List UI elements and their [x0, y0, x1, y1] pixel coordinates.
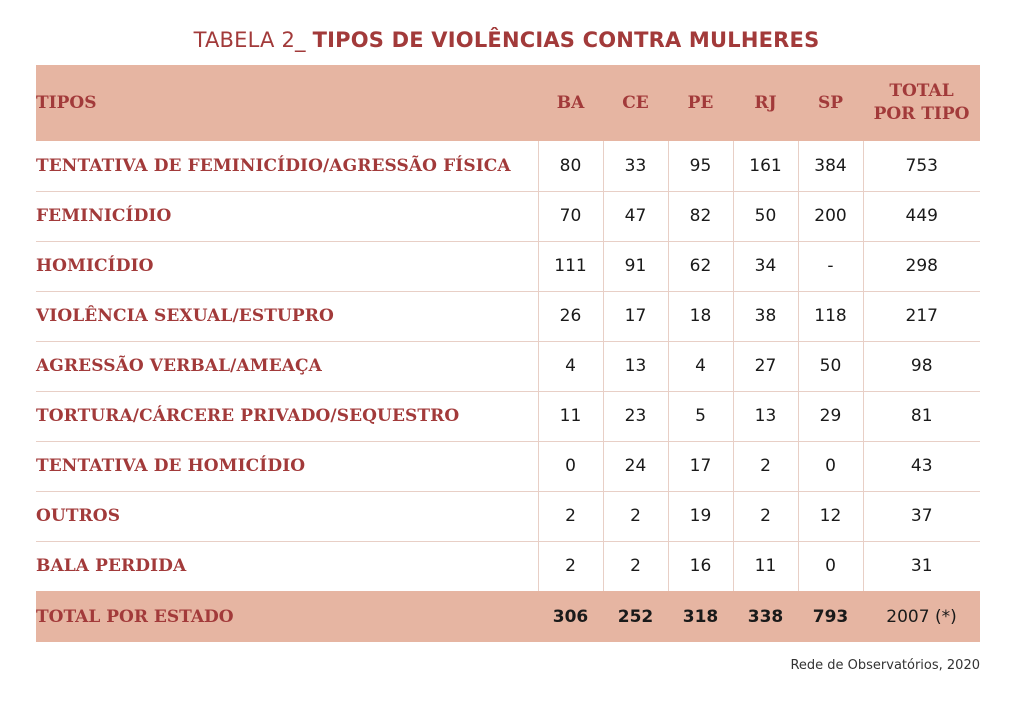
header-total-line2: POR TIPO	[873, 104, 970, 124]
row-state-value: 0	[798, 441, 863, 491]
header-state: SP	[817, 92, 844, 113]
header-state: CE	[622, 92, 649, 113]
row-state-value: -	[798, 241, 863, 291]
row-state-value: 13	[603, 341, 668, 391]
row-state-value: 4	[538, 341, 603, 391]
table-row	[36, 391, 980, 441]
row-state-value: 70	[538, 191, 603, 241]
row-state-value: 13	[733, 391, 798, 441]
row-state-value: 384	[798, 141, 863, 191]
row-type-label: AGRESSÃO VERBAL/AMEAÇA	[36, 341, 538, 391]
row-state-value: 82	[668, 191, 733, 241]
row-state-value: 2	[603, 491, 668, 541]
row-state-value: 27	[733, 341, 798, 391]
row-state-value: 24	[603, 441, 668, 491]
header-types: TIPOS	[36, 92, 97, 113]
row-total-value: 298	[863, 241, 980, 291]
header-total-per-type	[863, 65, 980, 141]
row-type-label: TENTATIVA DE HOMICÍDIO	[36, 441, 538, 491]
row-state-value: 23	[603, 391, 668, 441]
row-state-value: 95	[668, 141, 733, 191]
row-total-value: 217	[863, 291, 980, 341]
row-state-value: 2	[538, 541, 603, 591]
table-row	[36, 541, 980, 591]
table-title-main: TIPOS DE VIOLÊNCIAS CONTRA MULHERES	[312, 28, 820, 52]
row-total-value: 81	[863, 391, 980, 441]
table-row	[36, 441, 980, 491]
row-state-value: 0	[798, 541, 863, 591]
row-state-value: 19	[668, 491, 733, 541]
footer-state-total: 252	[617, 606, 654, 627]
row-state-value: 2	[733, 491, 798, 541]
footer-label: TOTAL POR ESTADO	[36, 606, 234, 627]
footer-grand-total: 2007 (*)	[886, 606, 957, 627]
footer-state-total: 318	[682, 606, 719, 627]
row-total-value: 31	[863, 541, 980, 591]
row-total-value: 43	[863, 441, 980, 491]
source-note: Rede de Observatórios, 2020	[790, 658, 980, 673]
row-state-value: 91	[603, 241, 668, 291]
row-type-label: FEMINICÍDIO	[36, 191, 538, 241]
header-row	[36, 65, 980, 141]
table-row	[36, 341, 980, 391]
row-state-value: 26	[538, 291, 603, 341]
row-type-label: OUTROS	[36, 491, 538, 541]
table-row	[36, 241, 980, 291]
row-state-value: 118	[798, 291, 863, 341]
row-state-value: 47	[603, 191, 668, 241]
row-type-label: HOMICÍDIO	[36, 241, 538, 291]
row-state-value: 2	[603, 541, 668, 591]
row-state-value: 34	[733, 241, 798, 291]
row-state-value: 2	[733, 441, 798, 491]
table-title	[0, 28, 1013, 52]
row-state-value: 33	[603, 141, 668, 191]
row-state-value: 50	[798, 341, 863, 391]
row-state-value: 11	[733, 541, 798, 591]
row-state-value: 111	[538, 241, 603, 291]
row-state-value: 38	[733, 291, 798, 341]
row-type-label: TENTATIVA DE FEMINICÍDIO/AGRESSÃO FÍSICA	[36, 141, 538, 191]
row-state-value: 29	[798, 391, 863, 441]
row-total-value: 449	[863, 191, 980, 241]
row-state-value: 16	[668, 541, 733, 591]
row-total-value: 753	[863, 141, 980, 191]
row-type-label: VIOLÊNCIA SEXUAL/ESTUPRO	[36, 291, 538, 341]
table-row	[36, 491, 980, 541]
table-title-prefix: TABELA 2_	[193, 28, 306, 52]
footer-row	[36, 591, 980, 642]
row-state-value: 4	[668, 341, 733, 391]
footer-state-total: 793	[812, 606, 849, 627]
row-type-label: BALA PERDIDA	[36, 556, 187, 577]
header-state: RJ	[754, 92, 777, 113]
row-state-value: 5	[668, 391, 733, 441]
row-total-value: 37	[863, 491, 980, 541]
row-state-value: 200	[798, 191, 863, 241]
row-state-value: 0	[538, 441, 603, 491]
row-state-value: 62	[668, 241, 733, 291]
row-state-value: 18	[668, 291, 733, 341]
row-type-label: TORTURA/CÁRCERE PRIVADO/SEQUESTRO	[36, 391, 538, 441]
row-state-value: 11	[538, 391, 603, 441]
row-total-value: 98	[863, 341, 980, 391]
row-state-value: 17	[668, 441, 733, 491]
table-row	[36, 291, 980, 341]
footer-state-total: 306	[552, 606, 589, 627]
footer-state-total: 338	[747, 606, 784, 627]
row-state-value: 161	[733, 141, 798, 191]
header-state: BA	[556, 92, 585, 113]
table-body	[36, 141, 980, 591]
row-state-value: 80	[538, 141, 603, 191]
row-state-value: 50	[733, 191, 798, 241]
row-state-value: 17	[603, 291, 668, 341]
table-row	[36, 191, 980, 241]
row-state-value: 2	[538, 491, 603, 541]
row-state-value: 12	[798, 491, 863, 541]
header-state: PE	[687, 92, 714, 113]
header-total-line1: TOTAL	[889, 81, 954, 101]
violence-types-table	[36, 65, 980, 642]
table-row	[36, 141, 980, 191]
